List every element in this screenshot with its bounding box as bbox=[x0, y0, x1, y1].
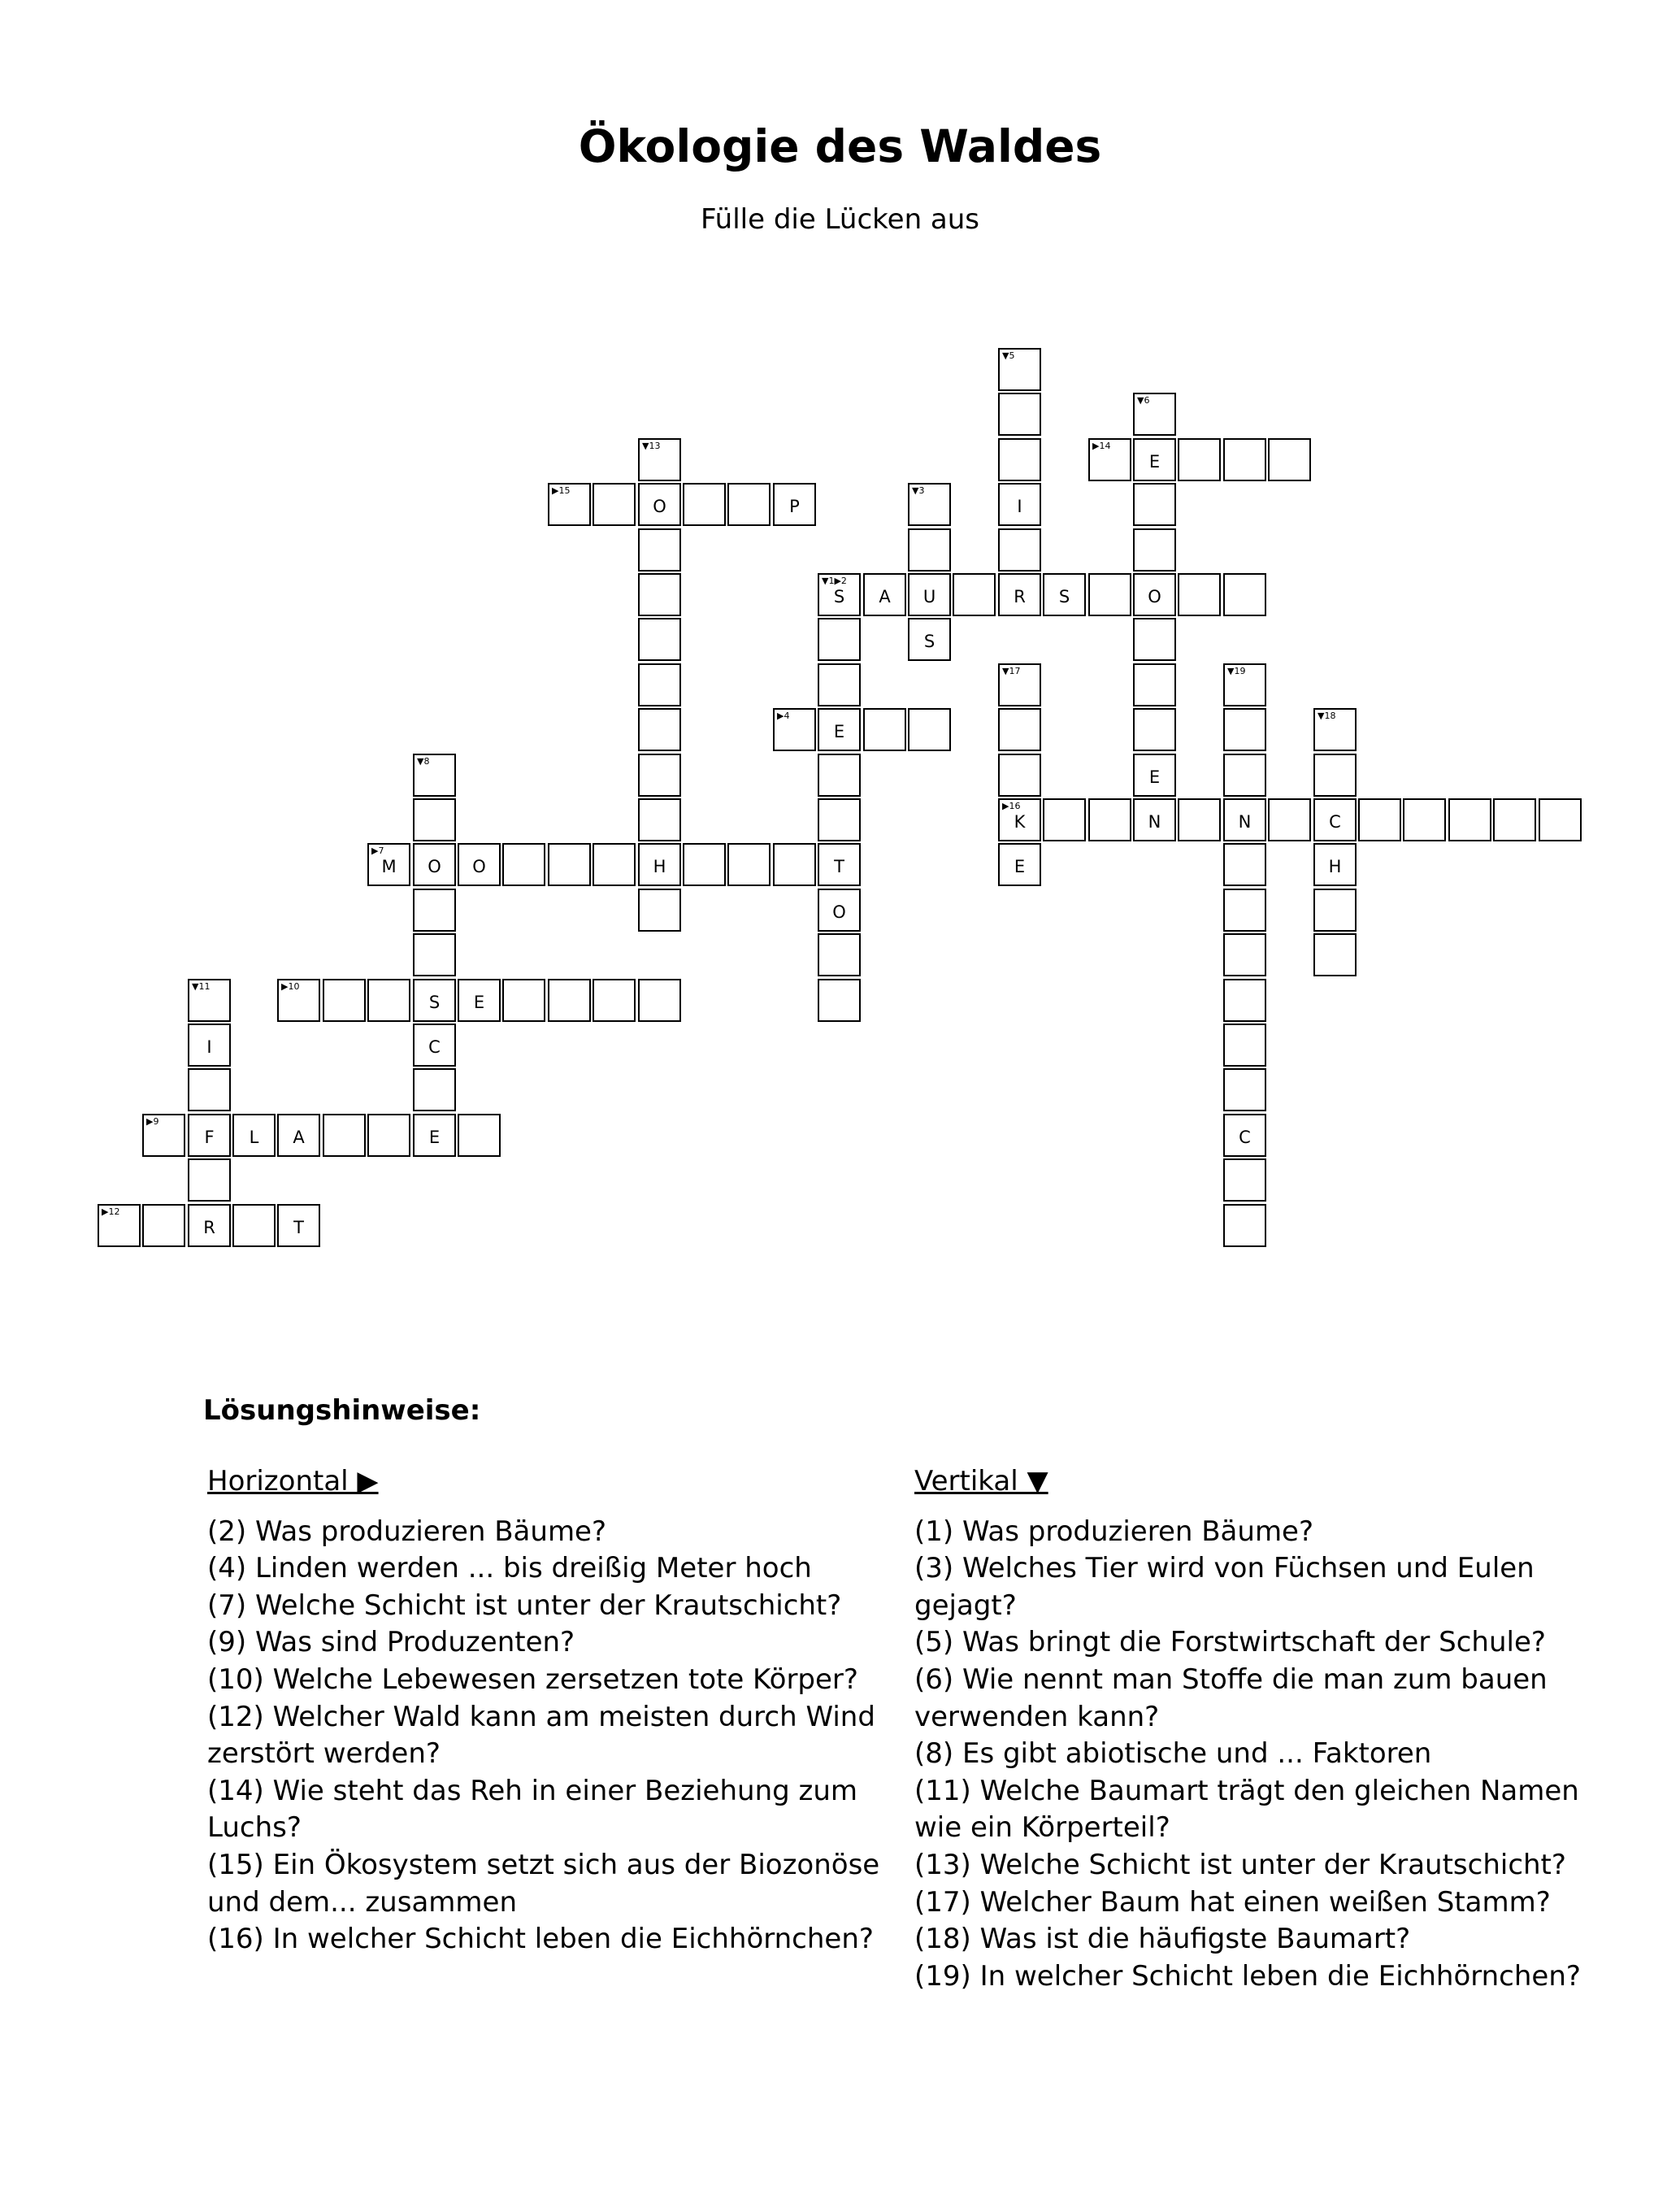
cell-letter: T bbox=[834, 857, 844, 876]
crossword-cell[interactable] bbox=[188, 1024, 231, 1067]
horizontal-clue-list bbox=[207, 1514, 898, 1958]
cell-letter: L bbox=[249, 1128, 259, 1147]
crossword-cell[interactable] bbox=[1268, 798, 1311, 841]
cell-letter: K bbox=[1014, 812, 1026, 832]
crossword-cell[interactable] bbox=[908, 483, 951, 526]
horizontal-clue: (4) Linden werden ... bis dreißig Meter hoch bbox=[207, 1552, 812, 1585]
crossword-cell[interactable] bbox=[727, 843, 771, 886]
crossword-cell[interactable] bbox=[1178, 573, 1221, 616]
crossword-cell[interactable] bbox=[1223, 1024, 1266, 1067]
crossword-cell[interactable] bbox=[142, 1204, 185, 1247]
clue-number: ▼13 bbox=[642, 441, 661, 451]
crossword-cell[interactable] bbox=[502, 979, 545, 1022]
crossword-cell[interactable] bbox=[1539, 798, 1582, 841]
vertical-clue: (18) Was ist die häufigste Baumart? bbox=[914, 1923, 1411, 1956]
crossword-cell[interactable] bbox=[863, 573, 906, 616]
crossword-cell[interactable] bbox=[593, 979, 636, 1022]
crossword-cell[interactable] bbox=[1223, 889, 1266, 932]
crossword-cell[interactable] bbox=[773, 708, 816, 751]
crossword-cell[interactable] bbox=[277, 1114, 320, 1157]
horizontal-clue: (2) Was produzieren Bäume? bbox=[207, 1515, 607, 1548]
crossword-cell[interactable] bbox=[638, 663, 681, 706]
cell-letter: S bbox=[428, 993, 441, 1012]
crossword-cell[interactable] bbox=[458, 843, 501, 886]
crossword-cell[interactable] bbox=[1043, 798, 1086, 841]
cell-letter: N bbox=[1238, 812, 1252, 832]
clue-number: ▶7 bbox=[371, 845, 384, 856]
cell-letter: O bbox=[832, 902, 846, 922]
crossword-cell[interactable] bbox=[323, 979, 366, 1022]
crossword-cell[interactable] bbox=[1313, 843, 1357, 886]
crossword-cell[interactable] bbox=[1133, 754, 1176, 797]
clue-number: ▶4 bbox=[777, 711, 790, 721]
crossword-cell[interactable] bbox=[413, 933, 456, 976]
crossword-cell[interactable] bbox=[773, 843, 816, 886]
crossword-cell[interactable] bbox=[413, 843, 456, 886]
crossword-cell[interactable] bbox=[1088, 798, 1131, 841]
clue-number: ▶12 bbox=[102, 1206, 120, 1217]
vertical-clues-title: Vertikal ▼ bbox=[914, 1465, 1048, 1497]
horizontal-clue: (16) In welcher Schicht leben die Eichhörnchen? bbox=[207, 1923, 874, 1956]
crossword-cell[interactable] bbox=[1223, 1068, 1266, 1111]
crossword-cell[interactable] bbox=[998, 708, 1041, 751]
crossword-cell[interactable] bbox=[998, 573, 1041, 616]
crossword-cell[interactable] bbox=[1223, 1204, 1266, 1247]
crossword-cell[interactable] bbox=[683, 483, 726, 526]
crossword-cell[interactable] bbox=[1223, 573, 1266, 616]
crossword-cell[interactable] bbox=[548, 483, 591, 526]
clue-number: ▼6 bbox=[1137, 395, 1150, 406]
crossword-cell[interactable] bbox=[1223, 798, 1266, 841]
cell-letter: S bbox=[923, 632, 936, 651]
crossword-cell[interactable] bbox=[367, 1114, 410, 1157]
crossword-cell[interactable] bbox=[1268, 438, 1311, 481]
clue-number: ▶16 bbox=[1002, 801, 1021, 811]
crossword-cell[interactable] bbox=[998, 483, 1041, 526]
horizontal-clues-title: Horizontal ▶ bbox=[207, 1465, 379, 1497]
horizontal-clue: (9) Was sind Produzenten? bbox=[207, 1626, 575, 1659]
crossword-cell[interactable] bbox=[818, 708, 861, 751]
vertical-clue: (3) Welches Tier wird von Füchsen und Eulen gejagt? bbox=[914, 1552, 1535, 1622]
crossword-cell[interactable] bbox=[818, 663, 861, 706]
crossword-cell[interactable] bbox=[593, 843, 636, 886]
crossword-cell[interactable] bbox=[367, 979, 410, 1022]
cell-letter: T bbox=[293, 1218, 304, 1237]
crossword-cell[interactable] bbox=[1223, 708, 1266, 751]
crossword-cell[interactable] bbox=[818, 843, 861, 886]
crossword-cell[interactable] bbox=[998, 348, 1041, 391]
crossword-cell[interactable] bbox=[232, 1204, 276, 1247]
cell-letter: H bbox=[653, 857, 666, 876]
crossword-cell[interactable] bbox=[908, 528, 951, 572]
crossword-cell[interactable] bbox=[142, 1114, 185, 1157]
cell-letter: O bbox=[472, 857, 486, 876]
crossword-cell[interactable] bbox=[1313, 798, 1357, 841]
crossword-cell[interactable] bbox=[638, 798, 681, 841]
crossword-cell[interactable] bbox=[1178, 798, 1221, 841]
clue-number: ▼18 bbox=[1318, 711, 1336, 721]
crossword-cell[interactable] bbox=[413, 979, 456, 1022]
cell-letter: A bbox=[293, 1128, 305, 1147]
crossword-cell[interactable] bbox=[413, 1068, 456, 1111]
crossword-cell[interactable] bbox=[1133, 573, 1176, 616]
crossword-cell[interactable] bbox=[1313, 933, 1357, 976]
cell-letter: R bbox=[1014, 587, 1026, 606]
cell-letter: U bbox=[922, 587, 936, 606]
cell-letter: C bbox=[1329, 812, 1341, 832]
crossword-cell[interactable] bbox=[1133, 798, 1176, 841]
crossword-cell[interactable] bbox=[188, 1114, 231, 1157]
cell-letter: S bbox=[833, 587, 845, 606]
crossword-cell[interactable] bbox=[1133, 618, 1176, 661]
crossword-cell[interactable] bbox=[548, 979, 591, 1022]
crossword-cell[interactable] bbox=[188, 1204, 231, 1247]
worksheet-subtitle: Fülle die Lücken aus bbox=[700, 203, 980, 236]
crossword-cell[interactable] bbox=[638, 573, 681, 616]
clue-number: ▶10 bbox=[281, 981, 300, 992]
vertical-clue: (13) Welche Schicht ist unter der Krautschicht? bbox=[914, 1848, 1566, 1881]
crossword-cell[interactable] bbox=[1313, 708, 1357, 751]
cell-letter: I bbox=[1017, 497, 1022, 516]
cell-letter: O bbox=[653, 497, 666, 516]
crossword-cell[interactable] bbox=[1133, 483, 1176, 526]
cell-letter: H bbox=[1328, 857, 1342, 876]
crossword-cell[interactable] bbox=[683, 843, 726, 886]
crossword-cell[interactable] bbox=[593, 483, 636, 526]
horizontal-clue: (12) Welcher Wald kann am meisten durch Wind zerstört werden? bbox=[207, 1700, 875, 1771]
crossword-cell[interactable] bbox=[638, 438, 681, 481]
crossword-cell[interactable] bbox=[998, 798, 1041, 841]
crossword-cell[interactable] bbox=[1223, 843, 1266, 886]
crossword-cell[interactable] bbox=[818, 889, 861, 932]
crossword-cell[interactable] bbox=[863, 708, 906, 751]
clue-number: ▶9 bbox=[146, 1116, 159, 1127]
crossword-cell[interactable] bbox=[773, 483, 816, 526]
crossword-cell[interactable] bbox=[323, 1114, 366, 1157]
crossword-cell[interactable] bbox=[998, 663, 1041, 706]
vertical-clue: (6) Wie nennt man Stoffe die man zum bauen verwenden kann? bbox=[914, 1663, 1548, 1733]
horizontal-clue: (14) Wie steht das Reh in einer Beziehung zum Luchs? bbox=[207, 1774, 858, 1845]
crossword-cell[interactable] bbox=[1043, 573, 1086, 616]
crossword-cell[interactable] bbox=[413, 1024, 456, 1067]
crossword-cell[interactable] bbox=[1223, 438, 1266, 481]
vertical-clue-list bbox=[914, 1514, 1597, 1996]
crossword-cell[interactable] bbox=[413, 754, 456, 797]
horizontal-clue: (10) Welche Lebewesen zersetzen tote Körper? bbox=[207, 1663, 858, 1696]
cell-letter: C bbox=[428, 1037, 441, 1057]
vertical-clue: (1) Was produzieren Bäume? bbox=[914, 1515, 1314, 1548]
crossword-cell[interactable] bbox=[908, 708, 951, 751]
crossword-cell[interactable] bbox=[998, 438, 1041, 481]
horizontal-clue: (15) Ein Ökosystem setzt sich aus der Biozonöse und dem... zusammen bbox=[207, 1848, 880, 1919]
cell-letter: E bbox=[428, 1128, 441, 1147]
cell-letter: E bbox=[1148, 452, 1161, 472]
cell-letter: E bbox=[1148, 767, 1161, 787]
crossword-cell[interactable] bbox=[638, 843, 681, 886]
crossword-cell[interactable] bbox=[367, 843, 410, 886]
crossword-cell[interactable] bbox=[1223, 933, 1266, 976]
clue-number: ▼17 bbox=[1002, 666, 1021, 676]
cell-letter: E bbox=[473, 993, 485, 1012]
crossword-cell[interactable] bbox=[1493, 798, 1536, 841]
vertical-clue: (5) Was bringt die Forstwirtschaft der Schule? bbox=[914, 1626, 1546, 1659]
crossword-cell[interactable] bbox=[188, 1068, 231, 1111]
crossword-cell[interactable] bbox=[413, 889, 456, 932]
crossword-cell[interactable] bbox=[908, 618, 951, 661]
crossword-cell[interactable] bbox=[638, 483, 681, 526]
crossword-cell[interactable] bbox=[188, 1158, 231, 1202]
cell-letter: S bbox=[1058, 587, 1070, 606]
crossword-cell[interactable] bbox=[413, 798, 456, 841]
crossword-cell[interactable] bbox=[818, 754, 861, 797]
cell-letter: O bbox=[1148, 587, 1161, 606]
crossword-cell[interactable] bbox=[458, 979, 501, 1022]
horizontal-clues bbox=[207, 1463, 898, 1958]
crossword-cell[interactable] bbox=[638, 708, 681, 751]
cell-letter: I bbox=[206, 1037, 212, 1057]
crossword-cell[interactable] bbox=[1313, 754, 1357, 797]
crossword-cell[interactable] bbox=[638, 528, 681, 572]
vertical-clues bbox=[914, 1463, 1597, 1995]
crossword-cell[interactable] bbox=[638, 618, 681, 661]
crossword-cell[interactable] bbox=[1448, 798, 1491, 841]
crossword-cell[interactable] bbox=[413, 1114, 456, 1157]
crossword-cell[interactable] bbox=[1223, 1114, 1266, 1157]
cell-letter: C bbox=[1239, 1128, 1251, 1147]
horizontal-clue: (7) Welche Schicht ist unter der Krautschicht? bbox=[207, 1589, 842, 1622]
crossword-cell[interactable] bbox=[1088, 438, 1131, 481]
crossword-cell[interactable] bbox=[1178, 438, 1221, 481]
clue-number: ▼11 bbox=[192, 981, 211, 992]
crossword-cell[interactable] bbox=[548, 843, 591, 886]
crossword-cell[interactable] bbox=[277, 1204, 320, 1247]
crossword-cell[interactable] bbox=[1223, 663, 1266, 706]
crossword-cell[interactable] bbox=[638, 979, 681, 1022]
clue-number: ▼3 bbox=[912, 485, 925, 496]
worksheet-title: Ökologie des Waldes bbox=[578, 120, 1102, 172]
crossword-cell[interactable] bbox=[953, 573, 996, 616]
crossword-cell[interactable] bbox=[1223, 1158, 1266, 1202]
crossword-cell[interactable] bbox=[638, 889, 681, 932]
crossword-cell[interactable] bbox=[188, 979, 231, 1022]
crossword-cell[interactable] bbox=[1133, 708, 1176, 751]
crossword-cell[interactable] bbox=[1223, 979, 1266, 1022]
crossword-cell[interactable] bbox=[818, 573, 861, 616]
crossword-cell[interactable] bbox=[638, 754, 681, 797]
cell-letter: F bbox=[204, 1128, 215, 1147]
crossword-cell[interactable] bbox=[98, 1204, 141, 1247]
cell-letter: E bbox=[1014, 857, 1026, 876]
vertical-clue: (19) In welcher Schicht leben die Eichhörnchen? bbox=[914, 1959, 1581, 1993]
clue-number: ▼1▶2 bbox=[822, 576, 847, 586]
crossword-cell[interactable] bbox=[727, 483, 771, 526]
clue-number: ▼8 bbox=[417, 756, 430, 767]
cell-letter: N bbox=[1148, 812, 1161, 832]
vertical-clue: (11) Welche Baumart trägt den gleichen Namen wie ein Körperteil? bbox=[914, 1774, 1579, 1845]
cell-letter: R bbox=[203, 1218, 215, 1237]
cell-letter: O bbox=[428, 857, 441, 876]
crossword-cell[interactable] bbox=[998, 843, 1041, 886]
crossword-cell[interactable] bbox=[1313, 889, 1357, 932]
crossword-cell[interactable] bbox=[502, 843, 545, 886]
crossword-cell[interactable] bbox=[458, 1114, 501, 1157]
crossword-cell[interactable] bbox=[818, 798, 861, 841]
crossword-cell[interactable] bbox=[1133, 663, 1176, 706]
crossword-cell[interactable] bbox=[1133, 393, 1176, 436]
cell-letter: P bbox=[789, 497, 800, 516]
crossword-cell[interactable] bbox=[998, 528, 1041, 572]
crossword-cell[interactable] bbox=[1088, 573, 1131, 616]
crossword-cell[interactable] bbox=[818, 618, 861, 661]
crossword-cell[interactable] bbox=[818, 933, 861, 976]
cell-letter: E bbox=[833, 722, 845, 741]
crossword-cell[interactable] bbox=[277, 979, 320, 1022]
clues-heading: Lösungshinweise: bbox=[203, 1394, 481, 1427]
crossword-cell[interactable] bbox=[1358, 798, 1401, 841]
crossword-cell[interactable] bbox=[1133, 528, 1176, 572]
clue-number: ▶15 bbox=[552, 485, 571, 496]
clue-number: ▶14 bbox=[1092, 441, 1111, 451]
clue-number: ▼19 bbox=[1227, 666, 1246, 676]
cell-letter: A bbox=[879, 587, 891, 606]
crossword-cell[interactable] bbox=[232, 1114, 276, 1157]
vertical-clue: (8) Es gibt abiotische und ... Faktoren bbox=[914, 1737, 1432, 1771]
crossword-cell[interactable] bbox=[998, 393, 1041, 436]
crossword-cell[interactable] bbox=[908, 573, 951, 616]
crossword-cell[interactable] bbox=[1223, 754, 1266, 797]
cell-letter: M bbox=[381, 857, 397, 876]
crossword-cell[interactable] bbox=[998, 754, 1041, 797]
crossword-cell[interactable] bbox=[1133, 438, 1176, 481]
vertical-clue: (17) Welcher Baum hat einen weißen Stamm? bbox=[914, 1885, 1551, 1919]
crossword-cell[interactable] bbox=[818, 979, 861, 1022]
clue-number: ▼5 bbox=[1002, 350, 1015, 361]
crossword-cell[interactable] bbox=[1403, 798, 1446, 841]
